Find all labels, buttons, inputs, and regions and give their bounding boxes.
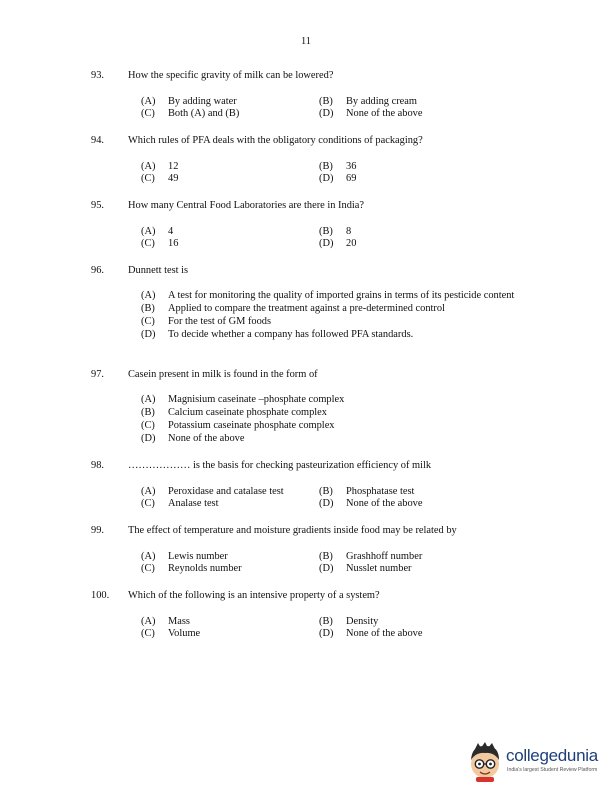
option-label: (A)	[141, 290, 156, 301]
option-text: Magnisium caseinate –phosphate complex	[168, 394, 345, 405]
option-text: Nusslet number	[346, 563, 412, 574]
question-text: The effect of temperature and moisture gradients inside food may be related by	[128, 525, 457, 536]
option-label: (D)	[141, 433, 156, 444]
question-text: Dunnett test is	[128, 265, 189, 276]
question-number: 99.	[91, 525, 104, 536]
option-label: (C)	[141, 173, 155, 184]
option-label: (A)	[141, 486, 156, 497]
question-text: Which of the following is an intensive property of a system?	[128, 590, 380, 601]
option-text: 8	[346, 226, 352, 237]
option-text: None of the above	[346, 108, 423, 119]
option-label: (B)	[319, 616, 333, 627]
option-text: Calcium caseinate phosphate complex	[168, 407, 327, 418]
question-number: 100.	[91, 590, 110, 601]
question-text: ……………… is the basis for checking pasteurization efficiency of milk	[128, 460, 432, 471]
option-text: 49	[168, 173, 179, 184]
option-label: (C)	[141, 563, 155, 574]
option-text: 16	[168, 238, 179, 249]
option-label: (C)	[141, 316, 155, 327]
option-label: (B)	[141, 303, 155, 314]
option-label: (B)	[319, 551, 333, 562]
question-number: 97.	[91, 369, 104, 380]
option-label: (A)	[141, 96, 156, 107]
option-label: (D)	[319, 628, 334, 639]
option-text: 12	[168, 161, 179, 172]
option-text: Density	[346, 616, 379, 627]
question-text: Casein present in milk is found in the form of	[128, 369, 318, 380]
option-text: To decide whether a company has followed PFA standards.	[168, 329, 414, 340]
logo-name: collegedunia	[506, 746, 598, 765]
option-text: Analase test	[168, 498, 219, 509]
option-text: Potassium caseinate phosphate complex	[168, 420, 335, 431]
option-label: (B)	[319, 161, 333, 172]
option-label: (C)	[141, 420, 155, 431]
option-label: (A)	[141, 551, 156, 562]
option-text: 4	[168, 226, 174, 237]
option-label: (C)	[141, 238, 155, 249]
option-label: (D)	[319, 173, 334, 184]
option-text: Applied to compare the treatment against a pre-determined control	[168, 303, 445, 314]
option-text: None of the above	[168, 433, 245, 444]
option-text: 69	[346, 173, 357, 184]
option-label: (C)	[141, 628, 155, 639]
option-text: Both (A) and (B)	[168, 108, 240, 119]
question-number: 93.	[91, 70, 104, 81]
question-text: Which rules of PFA deals with the obligatory conditions of packaging?	[128, 135, 423, 146]
option-label: (C)	[141, 498, 155, 509]
option-text: By adding water	[168, 96, 237, 107]
page-number: 11	[300, 36, 311, 47]
question-number: 95.	[91, 200, 104, 211]
option-text: None of the above	[346, 498, 423, 509]
option-text: 20	[346, 238, 357, 249]
option-text: 36	[346, 161, 357, 172]
option-label: (B)	[141, 407, 155, 418]
option-label: (A)	[141, 394, 156, 405]
option-text: None of the above	[346, 628, 423, 639]
option-text: For the test of GM foods	[168, 316, 272, 327]
option-label: (D)	[319, 108, 334, 119]
option-text: Reynolds number	[168, 563, 242, 574]
question-text: How the specific gravity of milk can be lowered?	[128, 70, 334, 81]
option-label: (D)	[319, 563, 334, 574]
collegedunia-logo	[466, 740, 596, 784]
option-label: (D)	[319, 238, 334, 249]
option-label: (A)	[141, 161, 156, 172]
option-label: (D)	[141, 329, 156, 340]
question-text: How many Central Food Laboratories are there in India?	[128, 200, 365, 211]
option-text: Grashhoff number	[346, 551, 423, 562]
student-mascot-icon	[466, 740, 504, 782]
option-label: (D)	[319, 498, 334, 509]
question-number: 94.	[91, 135, 104, 146]
option-text: Volume	[168, 628, 201, 639]
option-text: By adding cream	[346, 96, 417, 107]
question-number: 98.	[91, 460, 104, 471]
option-label: (A)	[141, 616, 156, 627]
option-text: Mass	[168, 616, 190, 627]
option-text: A test for monitoring the quality of imported grains in terms of its pesticide content	[168, 290, 515, 301]
option-label: (B)	[319, 226, 333, 237]
option-text: Lewis number	[168, 551, 228, 562]
option-label: (B)	[319, 486, 333, 497]
option-label: (B)	[319, 96, 333, 107]
option-label: (A)	[141, 226, 156, 237]
option-label: (C)	[141, 108, 155, 119]
option-text: Peroxidase and catalase test	[168, 486, 284, 497]
option-text: Phosphatase test	[346, 486, 415, 497]
question-number: 96.	[91, 265, 104, 276]
logo-tagline: India's largest Student Review Platform	[507, 767, 598, 773]
